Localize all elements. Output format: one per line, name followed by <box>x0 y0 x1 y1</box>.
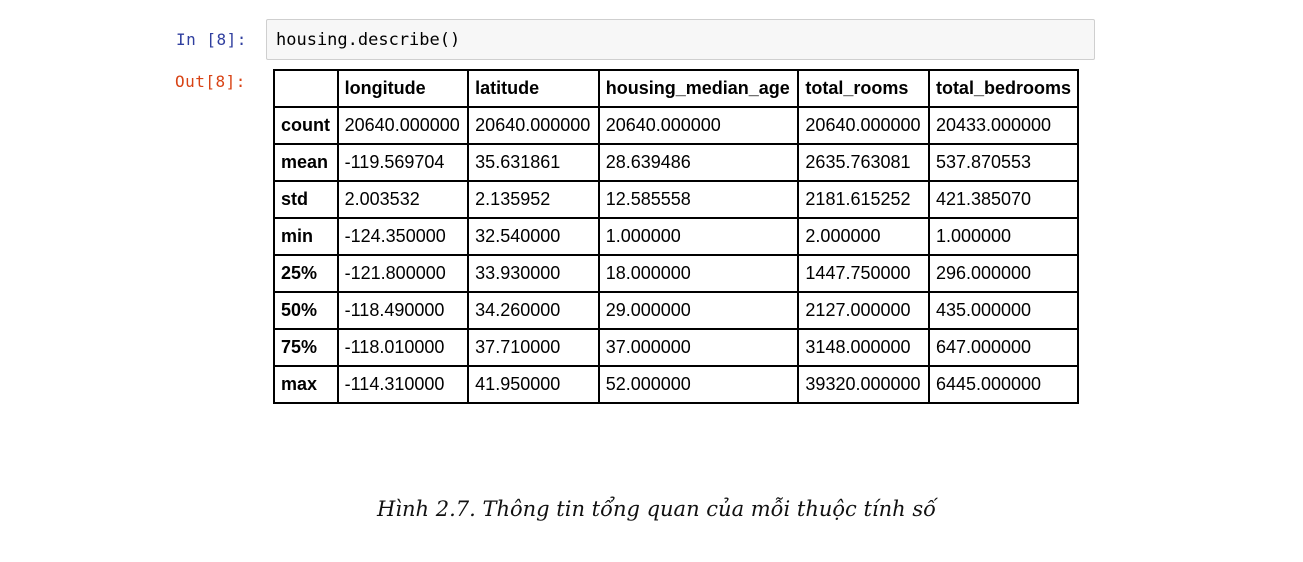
table-cell: 296.000000 <box>929 255 1078 292</box>
table-row <box>274 107 1078 144</box>
table-cell: 647.000000 <box>929 329 1078 366</box>
table-cell: 20640.000000 <box>599 107 799 144</box>
table-cell: 39320.000000 <box>798 366 929 403</box>
table-cell: 20433.000000 <box>929 107 1078 144</box>
table-cell: 2635.763081 <box>798 144 929 181</box>
table-cell: 1.000000 <box>599 218 799 255</box>
row-label: count <box>274 107 338 144</box>
table-cell: 20640.000000 <box>468 107 599 144</box>
table-cell: 32.540000 <box>468 218 599 255</box>
table-cell: 2.003532 <box>338 181 469 218</box>
table-header-row <box>274 70 1078 107</box>
table-row <box>274 329 1078 366</box>
table-header-cell: longitude <box>338 70 469 107</box>
output-prompt: Out[8]: <box>175 72 246 91</box>
table-cell: 3148.000000 <box>798 329 929 366</box>
table-cell: 37.000000 <box>599 329 799 366</box>
describe-table <box>273 69 1079 404</box>
table-row <box>274 218 1078 255</box>
table-header-cell: latitude <box>468 70 599 107</box>
table-cell: 41.950000 <box>468 366 599 403</box>
table-cell: 2181.615252 <box>798 181 929 218</box>
table-cell: -114.310000 <box>338 366 469 403</box>
table-cell: 29.000000 <box>599 292 799 329</box>
table-cell: 20640.000000 <box>338 107 469 144</box>
table-cell: 35.631861 <box>468 144 599 181</box>
table-cell: 435.000000 <box>929 292 1078 329</box>
row-label: mean <box>274 144 338 181</box>
row-label: 50% <box>274 292 338 329</box>
row-label: min <box>274 218 338 255</box>
table-cell: -119.569704 <box>338 144 469 181</box>
table-cell: 1.000000 <box>929 218 1078 255</box>
table-row <box>274 255 1078 292</box>
row-label: std <box>274 181 338 218</box>
table-cell: 37.710000 <box>468 329 599 366</box>
figure-caption: Hình 2.7. Thông tin tổng quan của mỗi thuộc tính số <box>376 497 936 521</box>
output-table-area <box>273 69 1079 441</box>
table-cell: -118.490000 <box>338 292 469 329</box>
table-cell: 1447.750000 <box>798 255 929 292</box>
table-header-cell: total_bedrooms <box>929 70 1078 107</box>
table-header-cell <box>274 70 338 107</box>
table-cell: 2.135952 <box>468 181 599 218</box>
row-label: 75% <box>274 329 338 366</box>
table-row <box>274 181 1078 218</box>
table-cell: 6445.000000 <box>929 366 1078 403</box>
table-cell: 537.870553 <box>929 144 1078 181</box>
table-cell: 18.000000 <box>599 255 799 292</box>
table-cell: 33.930000 <box>468 255 599 292</box>
table-cell: 20640.000000 <box>798 107 929 144</box>
table-cell: -118.010000 <box>338 329 469 366</box>
table-cell: 52.000000 <box>599 366 799 403</box>
table-header-cell: total_rooms <box>798 70 929 107</box>
input-prompt: In [8]: <box>176 30 247 49</box>
table-row <box>274 292 1078 329</box>
row-label: max <box>274 366 338 403</box>
table-row <box>274 144 1078 181</box>
code-input-cell[interactable]: housing.describe() <box>266 19 1095 60</box>
table-cell: 28.639486 <box>599 144 799 181</box>
table-header-cell: housing_median_age <box>599 70 799 107</box>
table-cell: 2.000000 <box>798 218 929 255</box>
row-label: 25% <box>274 255 338 292</box>
table-row <box>274 366 1078 403</box>
table-cell: -121.800000 <box>338 255 469 292</box>
table-cell: -124.350000 <box>338 218 469 255</box>
table-cell: 12.585558 <box>599 181 799 218</box>
table-cell: 421.385070 <box>929 181 1078 218</box>
table-cell: 2127.000000 <box>798 292 929 329</box>
table-cell: 34.260000 <box>468 292 599 329</box>
